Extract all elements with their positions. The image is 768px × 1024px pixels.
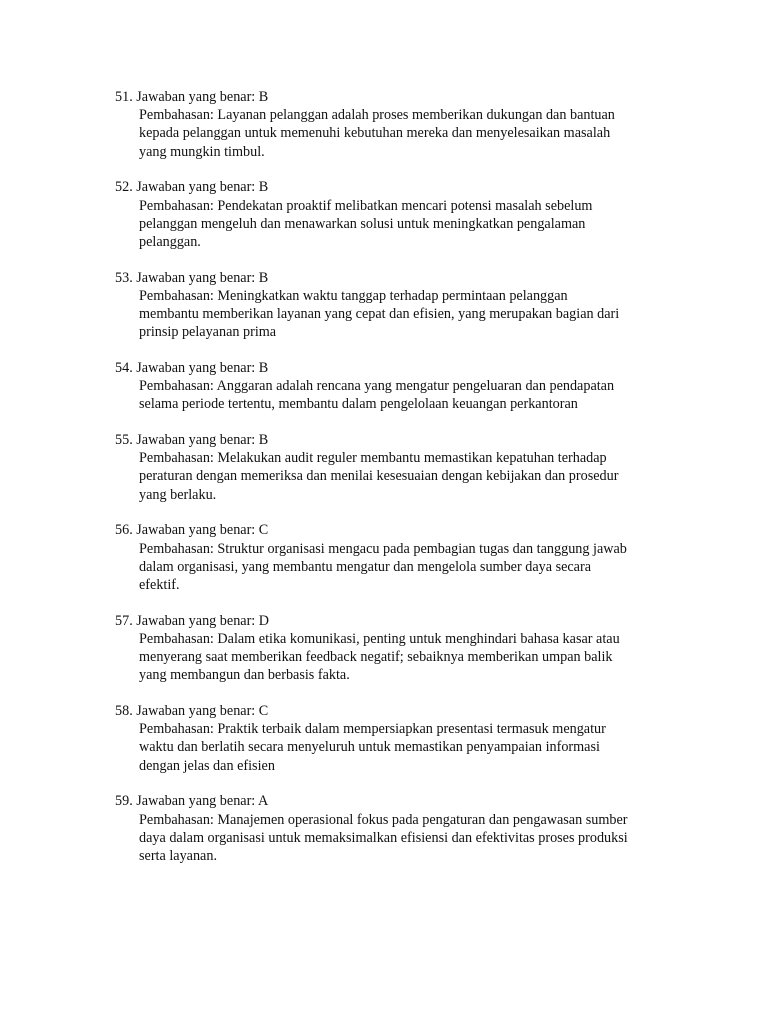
explanation-line: daya dalam organisasi untuk memaksimalkan efisiensi dan efektivitas proses produksi [139,829,628,846]
answer-heading [115,269,685,287]
explanation [115,811,685,866]
answer-heading [115,612,685,630]
explanation-line: menyerang saat memberikan feedback negatif; sebaiknya memberikan umpan balik [139,649,613,666]
explanation [115,106,685,161]
explanation-line: Pembahasan: Meningkatkan waktu tanggap terhadap permintaan pelanggan [139,287,568,304]
explanation-line: yang membangun dan berbasis fakta. [139,667,350,684]
explanation-line: pelanggan. [139,233,201,250]
explanation-line: Pembahasan: Layanan pelanggan adalah proses memberikan dukungan dan bantuan [139,107,615,124]
explanation-line: selama periode tertentu, membantu dalam pengelolaan keuangan perkantoran [139,396,578,413]
answer-item [115,521,685,594]
correct-answer: Jawaban yang benar: B [136,359,269,376]
question-number: 51. [115,89,133,105]
correct-answer: Jawaban yang benar: B [136,432,269,449]
correct-answer: Jawaban yang benar: C [136,522,269,539]
answer-heading [115,359,685,377]
question-number: 57. [115,612,133,629]
explanation-line: serta layanan. [139,847,217,864]
explanation-line: peraturan dengan memeriksa dan menilai kesesuaian dengan kebijakan dan prosedur [139,468,619,485]
question-number: 59. [115,793,133,810]
explanation [115,377,685,413]
explanation-line: prinsip pelayanan prima [139,324,277,341]
explanation-line: dengan jelas dan efisien [139,757,275,774]
explanation-line: Pembahasan: Anggaran adalah rencana yang mengatur pengeluaran dan pendapatan [139,378,615,395]
explanation-line: Pembahasan: Melakukan audit reguler membantu memastikan kepatuhan terhadap [139,450,607,467]
answer-item [115,431,685,504]
explanation-line: yang berlaku. [139,486,217,503]
question-number: 52. [115,179,133,196]
explanation-line: yang mungkin timbul. [139,143,265,160]
correct-answer: Jawaban yang benar: C [136,702,269,719]
answer-item [115,269,685,342]
answer-key-list [115,88,685,883]
explanation [115,197,685,252]
answer-item [115,612,685,685]
explanation-line: membantu memberikan layanan yang cepat dan efisien, yang merupakan bagian dari [139,306,620,323]
explanation [115,449,685,504]
answer-item [115,359,685,414]
explanation-line: waktu dan berlatih secara menyeluruh untuk memastikan penyampaian informasi [139,739,600,756]
explanation-line: Pembahasan: Dalam etika komunikasi, penting untuk menghindari bahasa kasar atau [139,630,620,647]
question-number: 53. [115,269,133,286]
question-number: 54. [115,359,133,376]
question-number: 55. [115,432,133,449]
correct-answer: Jawaban yang benar: B [136,89,269,105]
explanation-line: pelanggan mengeluh dan menawarkan solusi untuk meningkatkan pengalaman [139,215,586,232]
answer-item [115,792,685,865]
answer-item [115,702,685,775]
explanation [115,287,685,342]
correct-answer: Jawaban yang benar: D [136,612,270,629]
answer-heading [115,88,685,106]
question-number: 58. [115,702,133,719]
explanation-line: Pembahasan: Praktik terbaik dalam mempersiapkan presentasi termasuk mengatur [139,721,606,738]
question-number: 56. [115,522,133,539]
answer-heading [115,702,685,720]
answer-item [115,178,685,251]
answer-heading [115,431,685,449]
explanation [115,630,685,685]
explanation-line: dalam organisasi, yang membantu mengatur dan mengelola sumber daya secara [139,558,592,575]
explanation-line: efektif. [139,576,180,593]
answer-heading [115,178,685,196]
correct-answer: Jawaban yang benar: A [136,793,269,810]
explanation-line: Pembahasan: Manajemen operasional fokus pada pengaturan dan pengawasan sumber [139,811,628,828]
answer-item [115,88,685,161]
explanation [115,720,685,775]
answer-heading [115,792,685,810]
answer-heading [115,521,685,539]
explanation-line: Pembahasan: Struktur organisasi mengacu pada pembagian tugas dan tanggung jawab [139,540,627,557]
explanation-line: Pembahasan: Pendekatan proaktif melibatkan mencari potensi masalah sebelum [139,197,593,214]
correct-answer: Jawaban yang benar: B [136,269,269,286]
explanation-line: kepada pelanggan untuk memenuhi kebutuhan mereka dan menyelesaikan masalah [139,125,611,142]
explanation [115,540,685,595]
correct-answer: Jawaban yang benar: B [136,179,269,196]
